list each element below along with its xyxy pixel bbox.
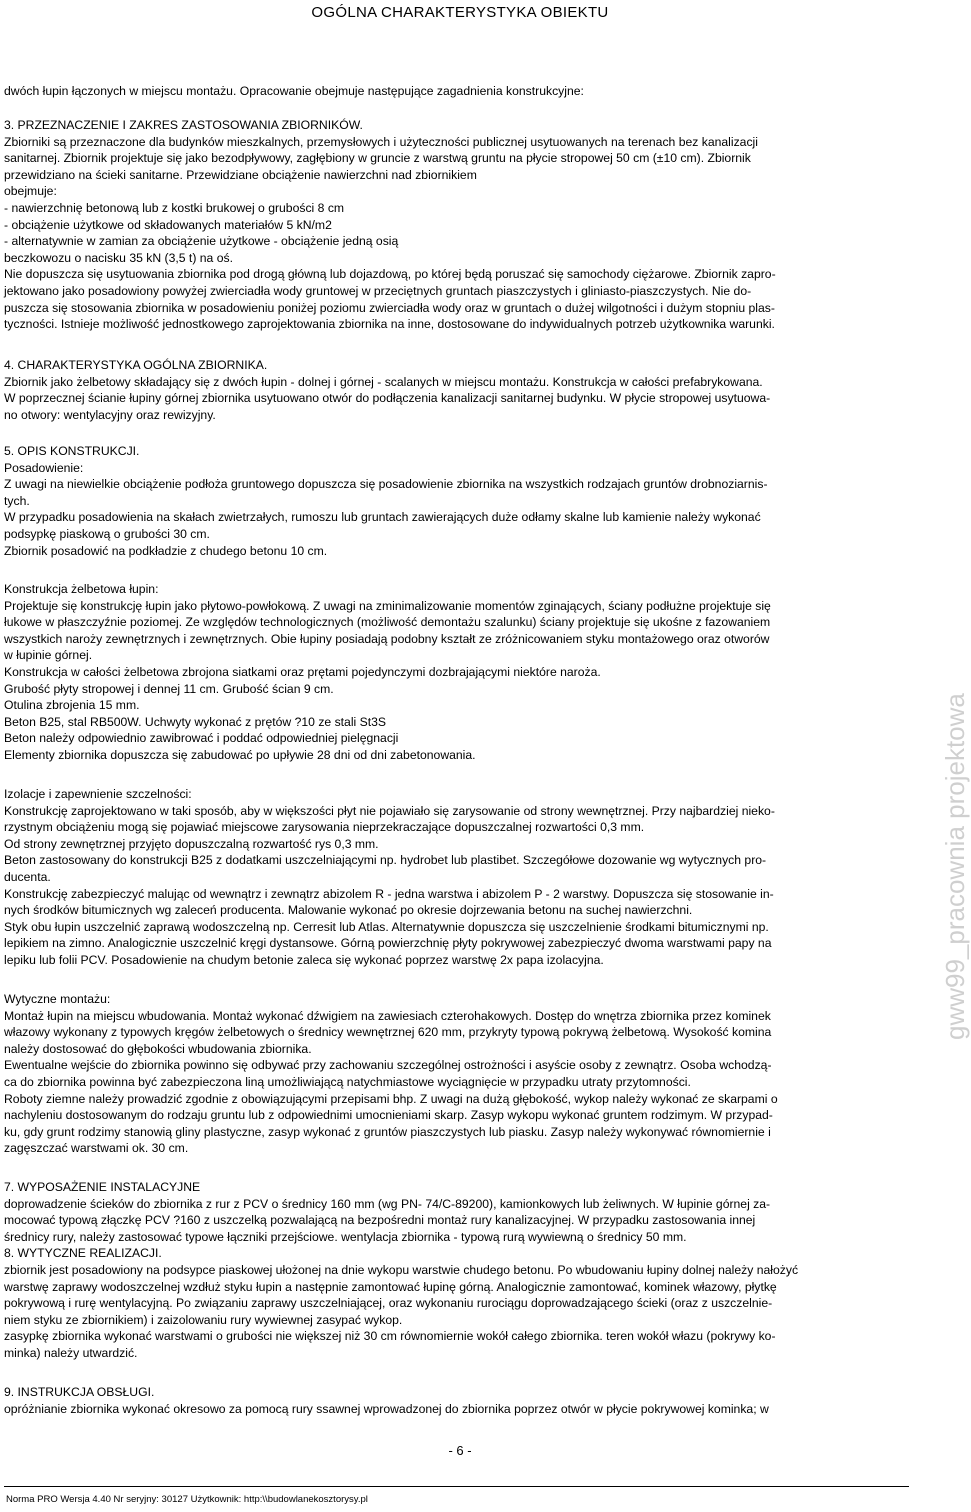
text-line: Grubość płyty stropowej i dennej 11 cm. Grubość ścian 9 cm. (4, 681, 334, 696)
text-line: Konstrukcja żelbetowa łupin: (4, 582, 159, 596)
text-block (4, 786, 910, 969)
text-line: Montaż łupin na miejscu wbudowania. Montaż wykonać dźwigiem na zawiesiach czterohakowych. Dostęp do wnętrza zbiornika przez kominek (4, 1008, 771, 1023)
text-line: Wytyczne montażu: (4, 992, 111, 1006)
text-line: warstwę zaprawy wodoszczelnej wzdłuż styku łupin a następnie zamontować łupinę górną. Analogicznie zamontować, kominek włazowy, płytkę (4, 1279, 777, 1294)
text-line: ducenta. (4, 869, 51, 884)
text-block (4, 117, 910, 333)
text-block (4, 1179, 910, 1362)
text-line: Zbiornik posadowić na podkładzie z chudego betonu 10 cm. (4, 543, 328, 558)
text-line: W poprzecznej ścianie łupiny górnej zbiornika usytuowano otwór do podłączenia kanalizacji sanitarnej budynku. W płycie stropowej usytuowa- (4, 391, 771, 406)
text-line: puszcza się stosowania zbiornika w posadowieniu poniżej poziomu zwierciadła wody oraz w gruntach o dużej wilgotności i dużym stopniu plas- (4, 300, 775, 315)
text-line: 5. OPIS KONSTRUKCJI. (4, 444, 140, 458)
text-line: nych środków bitumicznych wg zaleceń producenta. Malowanie wykonać po okresie dojrzewania betonu na suchej nawierzchni. (4, 903, 693, 918)
text-line: 7. WYPOSAŻENIE INSTALACYJNE (4, 1180, 201, 1194)
text-line: Beton zastosowany do konstrukcji B25 z dodatkami uszczelniającymi np. hydrobet lub plastibet. Szczegółowe dozowanie wg wytycznych pro- (4, 853, 767, 868)
text-line: - alternatywnie w zamian za obciążenie użytkowe - obciążenie jedną osią (4, 234, 399, 249)
text-block (4, 581, 910, 764)
text-line: lepikiem na zimno. Analogicznie uszczelnić kręgi dystansowe. Górną powierzchnię płyty pokrywowej zabezpieczyć dwoma warstwami papy na (4, 936, 772, 951)
text-line: wszystkich naroży zewnętrznych i zewnętrznych. Obie łupiny posiadają podobny kształt ze zróżnicowaniem styku montażowego oraz otworów (4, 631, 770, 646)
text-line: średnicy rury, należy zastosować typowe łączniki przejściowe. wentylacja zbiornika - typową rurą wywiewną o średnicy 50 mm. (4, 1229, 687, 1244)
text-line: Z uwagi na niewielkie obciążenie podłoża gruntowego dopuszcza się posadowienie zbiornika na wszystkich rodzajach gruntów drobnoziarnis- (4, 477, 768, 492)
text-line: mocować typową złączkę PCV ?160 z uszczelką pozwalającą na bezpośredni montaż rury kanalizacyjnej. W przypadku zastosowania innej (4, 1213, 756, 1228)
text-line: Styk obu łupin uszczelnić zaprawą wodoszczelną np. Cerresit lub Atlas. Alternatywnie dopuszcza się uszczelnienie środkami bitumicznymi np. (4, 919, 769, 934)
text-line: minka) należy utwardzić. (4, 1345, 138, 1360)
text-line: no otwory: wentylacyjny oraz rewizyjny. (4, 407, 216, 422)
text-line: Izolacje i zapewnienie szczelności: (4, 787, 192, 801)
text-block (4, 83, 910, 100)
text-line: Posadowienie: (4, 460, 84, 475)
watermark: gww99_pracownia projektowa (940, 693, 970, 1040)
text-line: 8. WYTYCZNE REALIZACJI. (4, 1246, 162, 1261)
text-line: dwóch łupin łączonych w miejscu montażu. Opracowanie obejmuje następujące zagadnienia konstrukcyjne: (4, 84, 584, 98)
text-block (4, 991, 910, 1157)
text-line: Konstrukcję zabezpieczyć malując od wewnątrz i zewnątrz abizolem R - jedna warstwa i abizolem P - 2 warstwy. Dopuszcza się stosowanie in- (4, 886, 774, 901)
text-block (4, 443, 910, 559)
text-line: włazowy wykonany z typowych kręgów żelbetowych o średnicy wewnętrznej 620 mm, przykryty typową pokrywą żelbetową. Wysokość komina (4, 1025, 772, 1040)
text-line: należy dostosować do głębokości wbudowania zbiornika. (4, 1041, 312, 1056)
text-line: beczkowozu o nacisku 35 kN (3,5 t) na oś. (4, 250, 233, 265)
text-line: nachyleniu dostosowanym do rodzaju gruntu lub z odpowiednimi umocnieniami skarp. Zasyp wykopu wykonać gruntem rodzimym. W przypad- (4, 1108, 773, 1123)
text-line: tyczności. Istnieje możliwość jednostkowego zaprojektowania zbiornika na inne, dostosowane do indywidualnych potrzeb użytkownika warunki. (4, 317, 775, 332)
text-line: pokrywową i rurę wentylacyjną. Po związaniu zaprawy uszczelniającej, oraz wykonaniu rurociągu doprowadzającego ścieki (oraz z uszczelnie- (4, 1296, 773, 1311)
text-line: sanitarnej. Zbiornik projektuje się jako bezodpływowy, zagłębiony w gruncie z warstwą gruntu na płycie stropowej 50 cm (±10 cm). Zbiornik (4, 151, 751, 166)
text-line: lepiku lub folii PCV. Posadowienie na chudym betonie zaleca się wykonać poprzez warstwę 2x papa izolacyjna. (4, 952, 604, 967)
text-line: Beton należy odpowiednio zawibrować i poddać odpowiedniej pielęgnacji (4, 731, 399, 746)
text-line: 4. CHARAKTERYSTYKA OGÓLNA ZBIORNIKA. (4, 358, 268, 372)
text-line: doprowadzenie ścieków do zbiornika z rur z PCV o średnicy 160 mm (wg PN- 74/C-89200), kamionkowych lub żeliwnych. W łupinie górnej za- (4, 1196, 771, 1211)
text-line: Zbiornik jako żelbetowy składający się z dwóch łupin - dolnej i górnej - scalanych w miejscu montażu. Konstrukcja w całości prefabrykowana. (4, 374, 763, 389)
text-line: Otulina zbrojenia 15 mm. (4, 698, 140, 713)
page-number: - 6 - (448, 1443, 472, 1458)
text-line: zagęszczać warstwami ok. 30 cm. (4, 1141, 189, 1156)
text-line: Konstrukcja w całości żelbetowa zbrojona siatkami oraz prętami pojedynczymi dozbrajającymi niektóre naroża. (4, 664, 601, 679)
text-line: Konstrukcję zaprojektowano w taki sposób, aby w większości płyt nie pojawiało się zarysowanie od strony wewnętrznej. Przy najbardziej nieko- (4, 803, 775, 818)
text-line: 3. PRZEZNACZENIE I ZAKRES ZASTOSOWANIA ZBIORNIKÓW. (4, 118, 363, 132)
text-line: Projektuje się konstrukcję łupin jako płytowo-powłokową. Z uwagi na zminimalizowanie momentów zginających, ściany podłużne projektuje się (4, 598, 771, 613)
text-block (4, 357, 910, 423)
text-line: tych. (4, 493, 30, 508)
text-line: - obciążenie użytkowe od składowanych materiałów 5 kN/m2 (4, 217, 332, 232)
text-line: 9. INSTRUKCJA OBSŁUGI. (4, 1385, 155, 1399)
text-line: Ewentualne wejście do zbiornika powinno się odbywać przy zachowaniu szczególnej ostrożności i asyście osoby z zewnątrz. Osoba wchodzą- (4, 1058, 772, 1073)
text-line: ca do zbiornika powinna być zabezpieczona liną umożliwiającą natychmiastowe wyciągnięcie w przypadku utraty przytomności. (4, 1074, 691, 1089)
text-line: zbiornik jest posadowiony na podsypce piaskowej ułożonej na dnie wykopu warstwie chudego betonu. Po wbudowaniu łupiny dolnej należy nałożyć (4, 1262, 799, 1277)
text-block (4, 1384, 910, 1417)
text-line: Beton B25, stal RB500W. Uchwyty wykonać z prętów ?10 ze stali St3S (4, 714, 387, 729)
text-line: łukowe w płaszczyźnie poziomej. Ze względów technologicznych (możliwość demontażu szalunku) ściany projektuje się ukośne z fazowaniem (4, 615, 771, 630)
text-line: W przypadku posadowienia na skałach zwietrzałych, rumoszu lub gruntach zawierających duże odłamy skalne lub kamienie należy wykonać (4, 510, 761, 525)
text-line: - nawierzchnię betonową lub z kostki brukowej o grubości 8 cm (4, 200, 345, 215)
text-line: jektowano jako posadowiony powyżej zwierciadła wody gruntowej w przeciętnych gruntach piaszczystych i gliniasto-piaszczystych. Nie do- (4, 283, 752, 298)
text-line: przewidziano na ścieki sanitarne. Przewidziane obciążenie nawierzchni nad zbiornikiem (4, 167, 477, 182)
text-line: opróżnianie zbiornika wykonać okresowo za pomocą rury ssawnej wprowadzonej do zbiornika poprzez otwór w płycie pokrywowej kominka; w (4, 1401, 769, 1416)
text-line: ku, gdy grunt rodzimy stanowią gliny plastyczne, zasyp wykonać z gruntów piaszczystych lub piasku. Zasyp należy wykonywać równomiernie i (4, 1124, 771, 1139)
text-line: Nie dopuszcza się usytuowania zbiornika pod drogą główną lub dojazdową, po której będą poruszać się samochody ciężarowe. Zbiornik zapro- (4, 267, 776, 282)
text-line: Roboty ziemne należy prowadzić zgodnie z obowiązującymi przepisami bhp. Z uwagi na dużą głębokość, wykop należy wykonać ze skarpami o (4, 1091, 778, 1106)
text-line: Zbiorniki są przeznaczone dla budynków mieszkalnych, przemysłowych i użyteczności publicznej usytuowanych na terenach bez kanalizacji (4, 134, 758, 149)
footer-text: Norma PRO Wersja 4.40 Nr seryjny: 30127 Użytkownik: http:\\budowlanekosztorysy.pl (6, 1494, 368, 1505)
text-line: niem styku ze zbiornikiem) i zaizolowaniu rury wywiewnej zasypać wykop. (4, 1312, 403, 1327)
text-line: Elementy zbiornika dopuszcza się zabudować po upływie 28 dni od dni zabetonowania. (4, 747, 476, 762)
text-line: rzystnym obciążeniu mogą się pojawiać miejscowe zarysowania nieprzekraczające dopuszczalnej rozwartości 0,3 mm. (4, 820, 645, 835)
text-line: podsypkę piaskową o grubości 30 cm. (4, 526, 210, 541)
text-line: Od strony zewnętrznej przyjęto dopuszczalną rozwartość rys 0,3 mm. (4, 836, 379, 851)
text-line: w łupinie górnej. (4, 648, 93, 663)
text-line: zasypkę zbiornika wykonać warstwami o grubości nie większej niż 30 cm równomiernie wokół całego zbiornika. teren wokół włazu (pokrywy ko- (4, 1329, 776, 1344)
page-header: OGÓLNA CHARAKTERYSTYKA OBIEKTU (311, 4, 609, 21)
footer-divider (4, 1486, 909, 1487)
text-line: obejmuje: (4, 184, 57, 199)
